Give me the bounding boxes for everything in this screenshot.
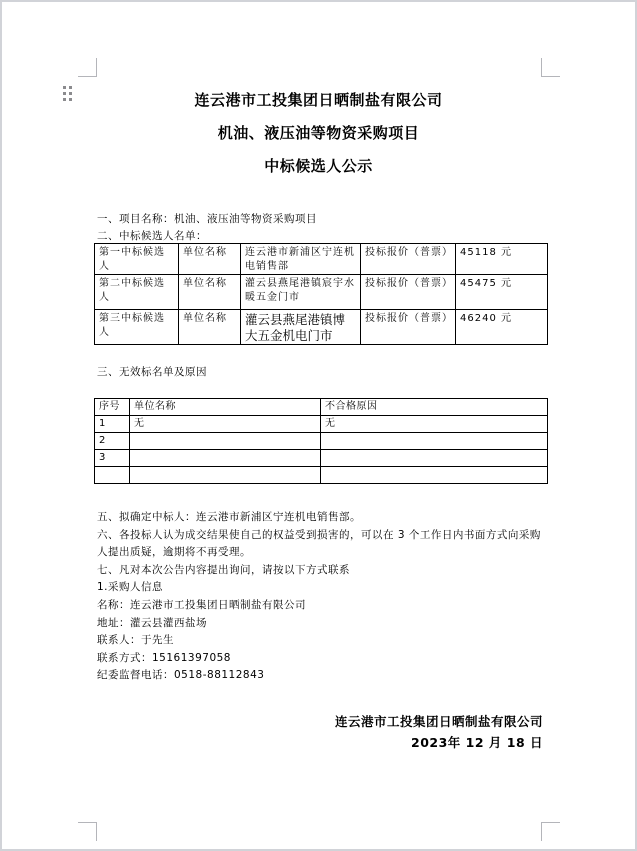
unit-label-cell: 单位名称 xyxy=(179,275,241,310)
unit-label-cell: 单位名称 xyxy=(179,310,241,345)
table-row xyxy=(95,310,548,345)
notice-line: 纪委监督电话：0518-88112843 xyxy=(97,669,265,682)
unit-label-cell: 单位名称 xyxy=(179,244,241,275)
reason-cell xyxy=(321,467,548,484)
header-unit-name: 单位名称 xyxy=(130,399,321,416)
invalid-bids-table xyxy=(94,398,548,484)
index-cell: 2 xyxy=(95,433,130,450)
table-row xyxy=(95,416,548,433)
margin-crop-mark-top-left xyxy=(78,58,97,77)
table-row xyxy=(95,467,548,484)
price-label-cell: 投标报价（普票） xyxy=(361,275,456,310)
signature-block xyxy=(97,711,543,753)
section-invalid-bids-heading: 三、无效标名单及原因 xyxy=(97,366,207,378)
index-cell: 1 xyxy=(95,416,130,433)
unit-cell xyxy=(130,467,321,484)
price-cell: 46240 元 xyxy=(456,310,548,345)
reason-cell xyxy=(321,433,548,450)
notice-line: 联系人：于先生 xyxy=(97,634,174,647)
table-row xyxy=(95,244,548,275)
notice-line: 人提出质疑，逾期将不再受理。 xyxy=(97,546,251,559)
margin-crop-mark-bottom-right xyxy=(541,822,560,841)
section-project-name: 一、项目名称：机油、液压油等物资采购项目 xyxy=(97,213,317,225)
notice-paragraphs xyxy=(97,509,547,685)
title-line-company: 连云港市工投集团日晒制盐有限公司 xyxy=(194,91,443,109)
margin-crop-mark-bottom-left xyxy=(78,822,97,841)
title-line-announcement: 中标候选人公示 xyxy=(264,157,373,175)
candidates-table xyxy=(94,243,548,345)
unit-name-cell: 灌云县燕尾港镇博大五金机电门市 xyxy=(241,310,361,345)
table-row xyxy=(95,275,548,310)
price-label-cell: 投标报价（普票） xyxy=(361,310,456,345)
signature-date: 2023年 12 月 18 日 xyxy=(411,735,543,750)
header-reason: 不合格原因 xyxy=(321,399,548,416)
rank-cell: 第一中标候选人 xyxy=(95,244,179,275)
rank-cell: 第二中标候选人 xyxy=(95,275,179,310)
header-index: 序号 xyxy=(95,399,130,416)
unit-name-cell: 连云港市新浦区宁连机电销售部 xyxy=(241,244,361,275)
rank-cell: 第三中标候选人 xyxy=(95,310,179,345)
unit-cell xyxy=(130,433,321,450)
reason-cell: 无 xyxy=(321,416,548,433)
notice-line: 七、凡对本次公告内容提出询问，请按以下方式联系 xyxy=(97,563,350,576)
notice-line: 名称：连云港市工投集团日晒制盐有限公司 xyxy=(97,598,306,611)
price-cell: 45475 元 xyxy=(456,275,548,310)
unit-cell xyxy=(130,450,321,467)
section-candidate-list-heading: 二、中标候选人名单： xyxy=(97,230,207,242)
title-line-project: 机油、液压油等物资采购项目 xyxy=(217,124,420,142)
reason-cell xyxy=(321,450,548,467)
index-cell xyxy=(95,467,130,484)
price-label-cell: 投标报价（普票） xyxy=(361,244,456,275)
notice-line: 联系方式：15161397058 xyxy=(97,651,231,664)
document-title-block xyxy=(78,84,559,183)
notice-line: 1.采购人信息 xyxy=(97,581,164,594)
index-cell: 3 xyxy=(95,450,130,467)
signature-company: 连云港市工投集团日晒制盐有限公司 xyxy=(334,714,543,729)
notice-line: 五、拟确定中标人：连云港市新浦区宁连机电销售部。 xyxy=(97,511,361,523)
margin-crop-mark-top-right xyxy=(541,58,560,77)
unit-name-cell: 灌云县燕尾港镇宸宇水暖五金门市 xyxy=(241,275,361,310)
table-row xyxy=(95,433,548,450)
drag-handle-dots-icon[interactable] xyxy=(63,86,72,101)
notice-line: 地址：灌云县灌西盐场 xyxy=(97,616,207,629)
table-header-row xyxy=(95,399,548,416)
unit-cell: 无 xyxy=(130,416,321,433)
table-row xyxy=(95,450,548,467)
price-cell: 45118 元 xyxy=(456,244,548,275)
notice-line: 六、各投标人认为成交结果使自己的权益受到损害的，可以在 3 个工作日内书面方式向采购 xyxy=(97,528,541,541)
